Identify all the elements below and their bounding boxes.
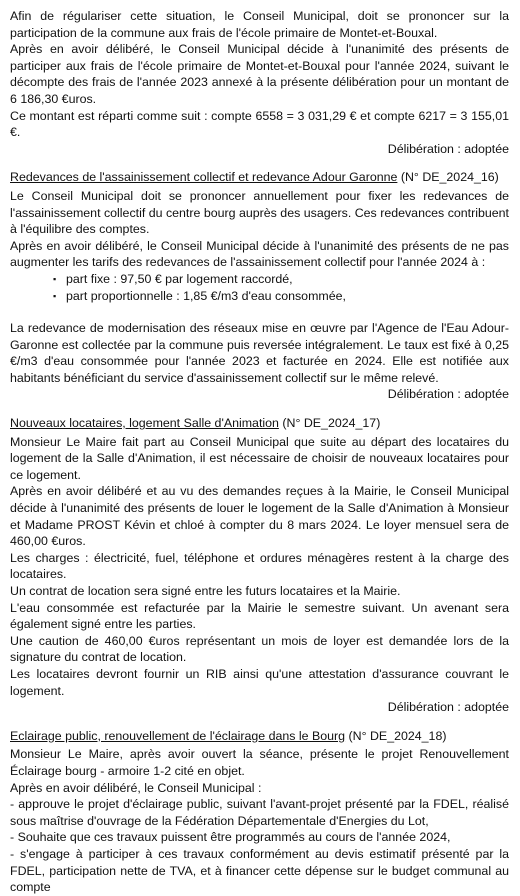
paragraph: Ce montant est réparti comme suit : compte 6558 = 3 031,29 € et compte 6217 = 3 155,01 €.: [10, 108, 509, 140]
paragraph: L'eau consommée est refacturée par la Mairie le semestre suivant. Un avenant sera également signé entre les parties.: [10, 600, 509, 632]
paragraph: Afin de régulariser cette situation, le Conseil Municipal, doit se prononcer sur la participation de la commune aux frais de l'école primaire de Montet-et-Bouxal.: [10, 9, 509, 40]
list-item-text: part proportionnelle : 1,85 €/m3 d'eau consommée,: [66, 288, 346, 303]
section-title: Eclairage public, renouvellement de l'éclairage dans le Bourg: [10, 728, 346, 743]
section-title: Nouveaux locataires, logement Salle d'Animation: [10, 416, 279, 431]
list-item-text: part fixe : 97,50 € par logement raccordé,: [66, 271, 293, 286]
list-item: [53, 288, 509, 305]
section-assainissement: [10, 169, 509, 403]
paragraph: Après en avoir délibéré, le Conseil Municipal :: [10, 780, 262, 795]
paragraph: Après en avoir délibéré, le Conseil Municipal décide à l'unanimité des présents de participer aux frais de l'école primaire de Montet-et-Bouxal pour l'année 2024, suivant le décompte des frais de l'année 2023 annexé à la présente délibération pour un montant de 6 186,30 €uros.: [10, 42, 509, 106]
paragraph: - approuve le projet d'éclairage public, suivant l'avant-projet présenté par la FDEL, réalisé sous maîtrise d'ouvrage de la Fédération Départementale d'Energies du Lot,: [10, 797, 509, 828]
paragraph: Une caution de 460,00 €uros représentant un mois de loyer est demandée lors de la signature du contrat de location.: [10, 633, 509, 665]
section-locataires: [10, 415, 509, 716]
bullet-icon: ▪: [53, 290, 57, 301]
paragraph: Les locataires devront fournir un RIB ainsi qu'une attestation d'assurance couvrant le logement.: [10, 666, 509, 698]
paragraph: Un contrat de location sera signé entre les futurs locataires et la Mairie.: [10, 584, 401, 598]
deliberation-status: Délibération : adoptée: [387, 387, 509, 402]
deliberation-status: Délibération : adoptée: [387, 700, 509, 715]
deliberation-ref: (N° DE_2024_17): [282, 416, 381, 431]
deliberation-ref: (N° DE_2024_16): [400, 170, 499, 185]
section-heading: [10, 728, 509, 745]
section-ecole: [10, 8, 509, 157]
section-heading: [10, 415, 509, 432]
paragraph: Les charges : électricité, fuel, téléphone et ordures ménagères restent à la charge des locataires.: [10, 550, 509, 582]
section-heading: [10, 169, 509, 186]
tariff-list: [10, 271, 509, 304]
paragraph: Monsieur Le Maire, après avoir ouvert la séance, présente le projet Renouvellement Éclairage bourg - armoire 1-2 cité en objet.: [10, 747, 509, 778]
paragraph: - s'engage à participer à ces travaux conformément au devis estimatif présenté par la FDEL, participation nette de TVA, et à financer cette dépense sur le budget communal au compte: [10, 846, 509, 895]
bullet-icon: ▪: [53, 273, 57, 284]
paragraph: Après en avoir délibéré et au vu des demandes reçues à la Mairie, le Conseil Municipal décide à l'unanimité des présents de louer le logement de la Salle d'Animation à Monsieur et Madame PROST Kévin et chloé à compter du 8 mars 2024. Le loyer mensuel sera de 460,00 €uros.: [10, 484, 509, 549]
deliberation-ref: (N° DE_2024_18): [348, 728, 447, 743]
section-title: Redevances de l'assainissement collectif et redevance Adour Garonne: [10, 170, 398, 185]
paragraph: La redevance de modernisation des réseaux mise en œuvre par l'Agence de l'Eau Adour-Garonne est collectée par la commune puis reversée intégralement. Le taux est fixé à 0,25 €/m3 d'eau consommée pour l'année 2023 et facturée en 2024. Elle est notifiée aux habitants bénéficiant du service d'assainissement collectif sur le même relevé.: [10, 321, 509, 385]
paragraph: - Souhaite que ces travaux puissent être programmés au cours de l'année 2024,: [10, 830, 451, 845]
deliberation-status: Délibération : adoptée: [387, 141, 509, 156]
list-item: [53, 271, 509, 288]
paragraph: Monsieur Le Maire fait part au Conseil Municipal que suite au départ des locataires du logement de la Salle d'Animation, il est nécessaire de choisir de nouveaux locataires pour ce logement.: [10, 434, 509, 482]
section-eclairage: [10, 728, 509, 896]
paragraph: Le Conseil Municipal doit se prononcer annuellement pour fixer les redevances de l'assainissement collectif du centre bourg auprès des usagers. Ces redevances contribuent à l'équilibre des comptes.: [10, 188, 509, 237]
paragraph: Après en avoir délibéré, le Conseil Municipal décide à l'unanimité des présents de ne pas augmenter les tarifs des redevances de l'assainissement collectif pour l'année 2024 à :: [10, 238, 509, 270]
